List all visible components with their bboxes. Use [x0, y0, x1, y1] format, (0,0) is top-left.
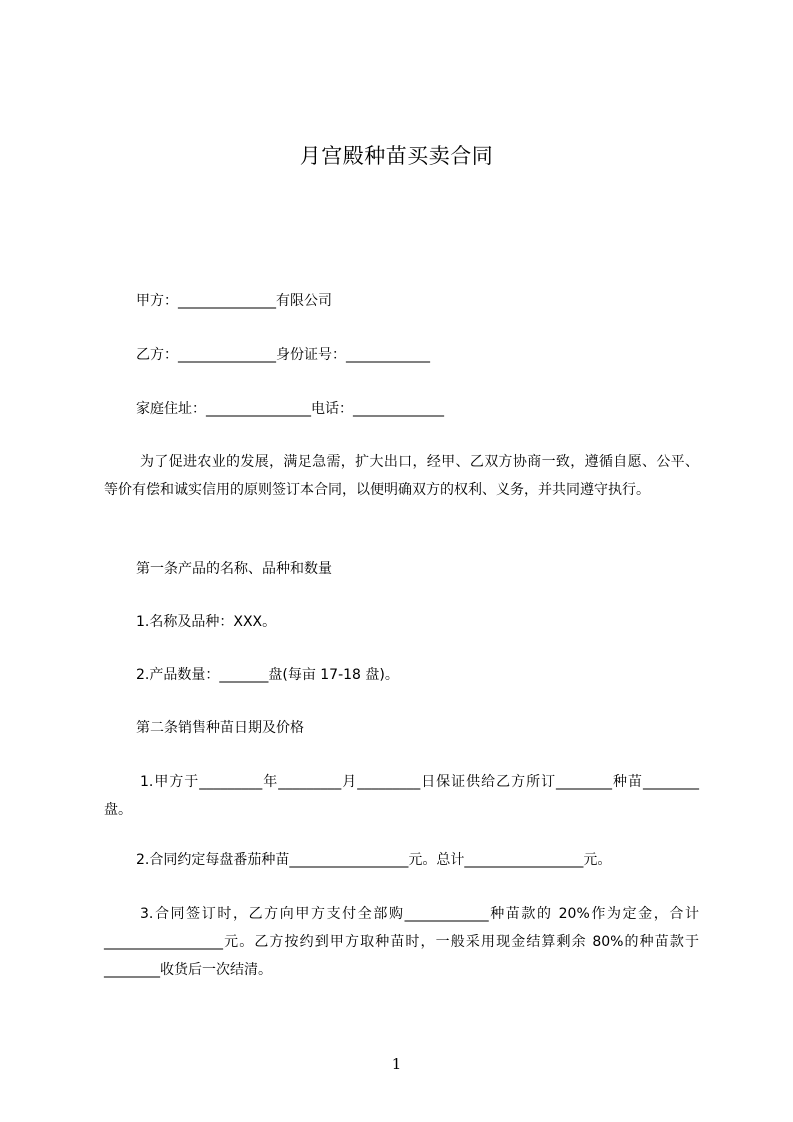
- preamble-paragraph: 为了促进农业的发展，满足急需，扩大出口，经甲、乙双方协商一致，遵循自愿、公平、等价有偿和诚实信用的原则签订本合同，以便明确双方的权利、义务，并共同遵守执行。: [104, 454, 699, 498]
- article1-item1: 1.名称及品种：XXX。: [136, 614, 277, 630]
- party-a-line: 甲方：______________有限公司: [136, 293, 332, 309]
- article2-item3: 3.合同签订时，乙方向甲方支付全部购____________种苗款的 20%作为定金，合计_________________元。乙方按约到甲方取种苗时，一般采用现金结算剩余 80%的种苗款于________收货后一次结清。: [104, 906, 699, 978]
- article1-heading: 第一条产品的名称、品种和数量: [136, 561, 332, 577]
- document-title: 月宫殿种苗买卖合同: [299, 144, 494, 168]
- article2-item2: 2.合同约定每盘番茄种苗_________________元。总计_________________元。: [136, 852, 612, 868]
- page-number: 1: [391, 1055, 402, 1073]
- party-b-line: 乙方：______________身份证号：____________: [136, 347, 430, 363]
- article1-item2: 2.产品数量：_______盘(每亩 17-18 盘)。: [136, 667, 399, 683]
- article2-item1: 1.甲方于_________年_________月_________日保证供给乙方所订________种苗________盘。: [104, 774, 699, 818]
- article2-heading: 第二条销售种苗日期及价格: [136, 720, 304, 736]
- address-phone-line: 家庭住址：_______________电话：_____________: [136, 401, 444, 417]
